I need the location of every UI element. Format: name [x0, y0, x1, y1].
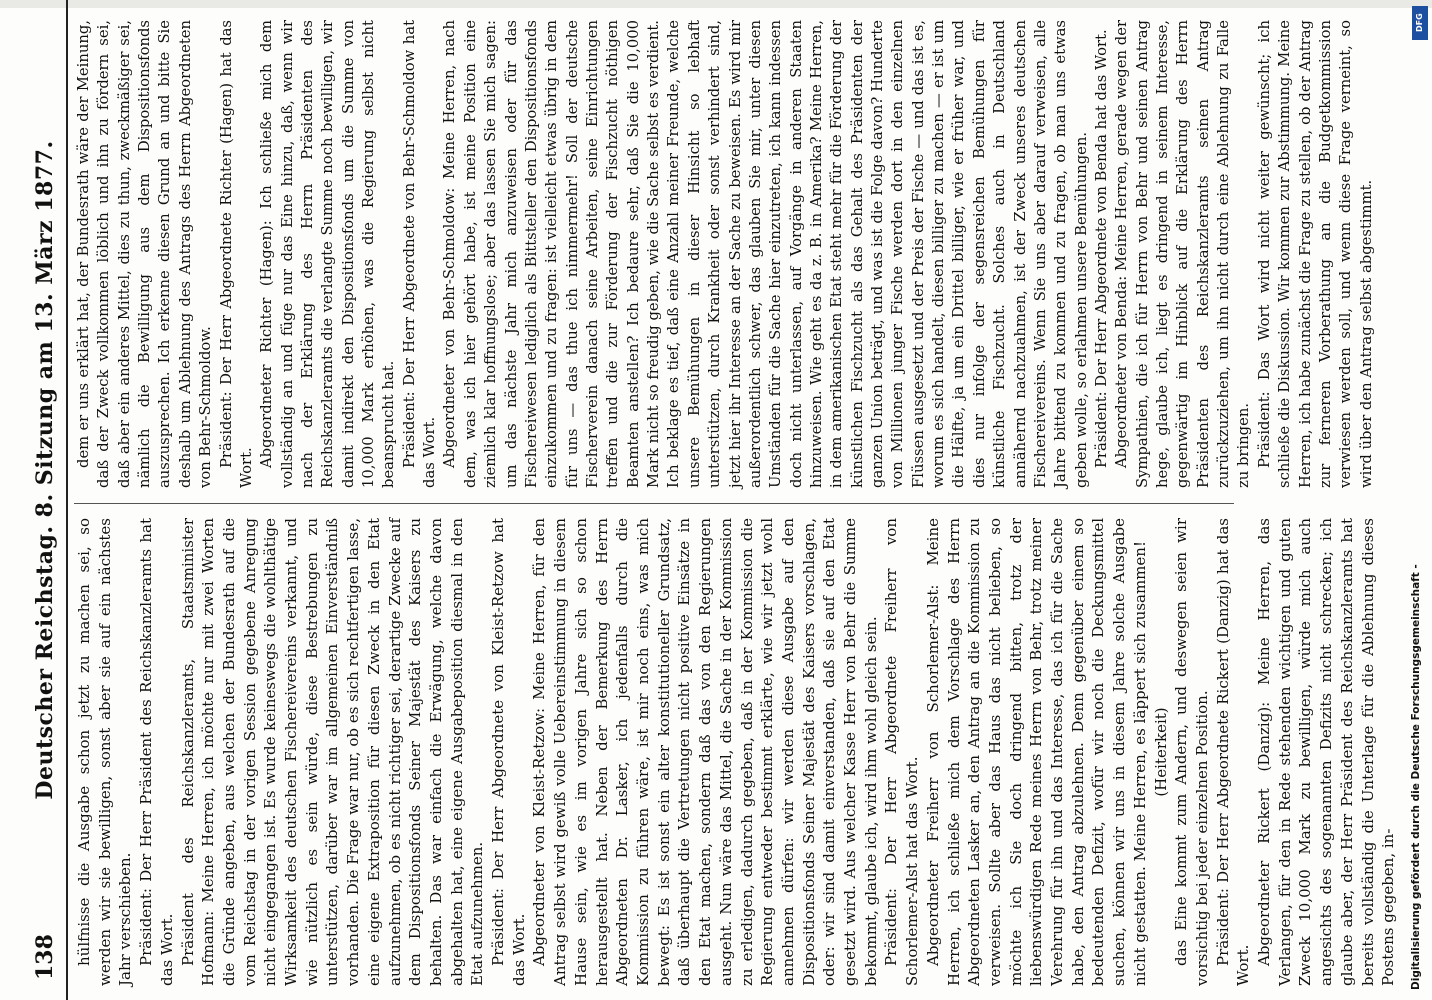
paragraph: Abgeordneter Rickert (Danzig): Meine Herren, das Verlangen, für den in Rede stehenden wichtigen und guten Zweck 10,000 Mark zu bewilligen, würde mich auch angesichts des sogenannten Defizits nicht schrecken; ich glaube aber, der Herr Präsident des Reichskanzleramts hat bereits vollständig die Unterlage für die Ablehnung dieses Postens gegeben, in-: [1255, 518, 1398, 986]
paragraph: Präsident: Der Herr Abgeordnete von Kleist-Retzow hat das Wort.: [489, 518, 528, 986]
paragraph: (Heiterkeit): [1151, 707, 1170, 797]
paragraph: Abgeordneter von Behr-Schmoldow: Meine Herren, nach dem, was ich hier gehört habe, ist meine Position eine ziemlich klar hoffnungslose; aber das lassen Sie mich sagen: um das nächste Jahr mich anzuweisen oder für das Fischereiwesen lediglich als Bittsteller den Dispositionsfonds einzukommen und zu fragen: ist vielleicht etwas übrig in dem für uns — das thue ich nimmermehr! Soll der deutsche Fischerverein danach seine Arbeiten, seine Einrichtungen treffen und die zur Förderung der Fischzucht nöthigen Beamten anstellen? Ich bedaure sehr, daß Sie die 10,000 Mark nicht so freudig geben, wie die Sache selbst es verdient. Ich beklage es tief, daß eine Anzahl meiner Freunde, welche unsere Bemühungen in dieser Hinsicht so lebhaft unterstützen, durch Krankheit oder sonst verhindert sind, jetzt hier ihr Interesse an der Sache zu beweisen. Es wird mir außerordentlich schwer, das glauben Sie mir, unter diesen Umständen für die Sache hier einzutreten, ich kann indessen doch nicht unterlassen, auf Vorgänge in anderen Staaten hinzuweisen. Wie geht es da z. B. in Amerika? Meine Herren, in dem amerikanischen Etat steht mehr für die Förderung der künstlichen Fischzucht als das Gehalt des Präsidenten der ganzen Union beträgt, und was ist die Folge davon? Hunderte von Millionen junger Fische werden dort in den einzelnen Flüssen ausgesetzt und der Preis der Fische — und das ist es, worum es sich handelt, diesen billiger zu machen — er ist um die Hälfte, ja um ein Drittel billiger, wie er früher war, und dies nur infolge der segensreichen Bemühungen für künstliche Fischzucht. Solches auch in Deutschland annähernd nachzuahmen, ist der Zweck unseres deutschen Fischereivereins. Wenn Sie uns aber darauf verweisen, alle Jahre bittend zu kommen und zu fragen, ob man uns etwas geben wolle, so erlahmen unsere Bemühungen.: [441, 20, 1090, 488]
paragraph: Präsident: Der Herr Präsident des Reichskanzleramts hat das Wort.: [137, 518, 176, 986]
page-number: 138: [32, 934, 58, 980]
paragraph: Präsident: Der Herr Abgeordnete von Behr-Schmoldow hat das Wort.: [400, 20, 439, 488]
paragraph: Präsident: Der Herr Abgeordnete Freiherr von Schorlemer-Alst hat das Wort.: [882, 518, 922, 986]
paragraph: Abgeordneter von Benda: Meine Herren, gerade wegen der Sympathien, die ich für Herrn von Behr und seinen Antrag hege, glaube ich, liegt es dringend in seinem Interesse, gegenwärtig im Hinblick auf die Erklärung des Herrn Präsidenten des Reichskanzleramts seinen Antrag zurückzuziehen, um ihn nicht durch eine Ablehnung zu Falle zu bringen.: [1113, 20, 1253, 488]
page-header: [26, 0, 68, 1000]
paragraph: Präsident: Das Wort wird nicht weiter gewünscht; ich schließe die Diskussion. Wir kommen zur Abstimmung. Meine Herren, ich habe zunächst die Frage zu stellen, ob der Antrag zur ferneren Vorberathung an die Budgetkommission verwiesen werden soll, und wenn diese Frage verneint, so wird über den Antrag selbst abgestimmt.: [1255, 20, 1375, 488]
column-divider: [74, 503, 1234, 504]
paragraph: Abgeordneter Richter (Hagen): Ich schließe mich dem vollständig an und füge nur das Eine hinzu, daß, wenn wir nach der Erklärung des Herrn Präsidenten des Reichskanzleramts die verlangte Summe noch bewilligen, wir damit indirekt den Dispositionsfonds um die Summe von 10,000 Mark erhöhen, was die Regierung selbst nicht beansprucht hat.: [258, 20, 398, 488]
paragraph: dem er uns erklärt hat, der Bundesrath wäre der Meinung, daß der Zweck vollkommen löblich und ihn zu fördern sei, daß aber ein anderes Mittel, dies zu thun, zweckmäßiger sei, nämlich die Bewilligung aus dem Dispositionsfonds auszusprechen. Ich erkenne diesen Grund an und bitte Sie deshalb um Ablehnung des Antrags des Herrn Abgeordneten von Behr-Schmoldow.: [75, 20, 215, 488]
paragraph: hülfnisse die Ausgabe schon jetzt zu machen sei, so werden wir sie bewilligen, sonst aber sie auf ein nächstes Jahr verschieben.: [75, 518, 135, 986]
dfg-logo-icon: DFG: [1412, 6, 1428, 40]
running-head: Deutscher Reichstag. 8. Sitzung am 13. März 1877.: [32, 140, 58, 800]
paragraph: Abgeordneter von Kleist-Retzow: Meine Herren, für den Antrag selbst wird gewiß volle Uebereinstimmung in diesem Hause sein, wie es im vorigen Jahre sich so schon herausgestellt hat. Neben der Bemerkung des Herrn Abgeordneten Dr. Lasker, ich jedenfalls durch die Kommission zu führen wäre, ist mir noch eins, was mich bewegt: Es ist sonst ein alter konstitutioneller Grundsatz, daß überhaupt die Vertretungen nicht positive Einsätze in den Etat machen, sondern daß das von den Regierungen ausgeht. Nun wäre das Mittel, die Sache in der Kommission zu erledigen, dadurch gegeben, daß in der Kommission die Regierung entweder bestimmt erklärte, wie wir jetzt wohl annehmen dürfen: wir werden diese Ausgabe auf den Dispositionsfonds Seiner Majestät des Kaisers vorschlagen, oder: wir sind damit einverstanden, daß sie auf den Etat gesetzt wird. Aus welcher Kasse Herr von Behr die Summe bekommt, glaube ich, wird ihm wohl gleich sein.: [530, 518, 880, 986]
paragraph: Abgeordneter Freiherr von Schorlemer-Alst: Meine Herren, ich schließe mich dem Vorschlage des Herrn Abgeordneten Lasker an, den Antrag an die Kommission zu verweisen. Sollte aber das Haus das nicht belieben, so möchte ich Sie doch dringend bitten, trotz der liebenswürdigen Rede meines Herrn von Behr, trotz meiner Verehrung für ihn und das Interesse, das ich für die Sache habe, den Antrag abzulehnen. Denn gegenüber einem so bedeutenden Defizit, wofür wir noch die Deckungsmittel suchen, können wir uns in diesem Jahre solche Ausgabe nicht gestatten. Meine Herren, es läppert sich zusammen!: [923, 518, 1149, 986]
paragraph: Präsident: Der Herr Abgeordnete von Benda hat das Wort.: [1092, 29, 1110, 468]
paragraph: Präsident: Der Herr Abgeordnete Rickert (Danzig) hat das Wort.: [1213, 518, 1253, 986]
paragraph: Präsident des Reichskanzleramts, Staatsminister Hofmann: Meine Herren, ich möchte nur mit zwei Worten die Gründe angeben, aus welchen der Bundesrath auf die vom Reichstag in der vorigen Session gegebene Anregung nicht eingegangen ist. Es wurde keineswegs die wohlthätige Wirksamkeit des deutschen Fischereivereins verkannt, und wie nützlich es sein würde, diese Bestrebungen zu unterstützen, darüber war im allgemeinen Einverständniß vorhanden. Die Frage war nur, ob es sich rechtfertigen lasse, eine eigene Extraposition für diesen Zweck in den Etat aufzunehmen, ob es nicht richtiger sei, derartige Zwecke auf dem Dispositionsfonds Seiner Majestät des Kaisers zu behalten. Das war einfach die Erwägung, welche davon abgehalten hat, eine eigene Ausgabeposition diesmal in den Etat aufzunehmen.: [178, 518, 487, 986]
rotated-page-content: [14, 0, 1414, 1000]
left-column: [74, 518, 1399, 986]
credit-text: Digitalisierung gefördert durch die Deutsche Forschungsgemeinschaft -: [1410, 564, 1422, 990]
right-column: [74, 20, 1377, 488]
digitization-credit: [1408, 0, 1432, 1000]
paragraph: das Eine kommt zum Andern, und deswegen seien wir vorsichtig bei jeder einzelnen Position.: [1172, 518, 1211, 986]
paragraph: Präsident: Der Herr Abgeordnete Richter (Hagen) hat das Wort.: [217, 20, 255, 488]
